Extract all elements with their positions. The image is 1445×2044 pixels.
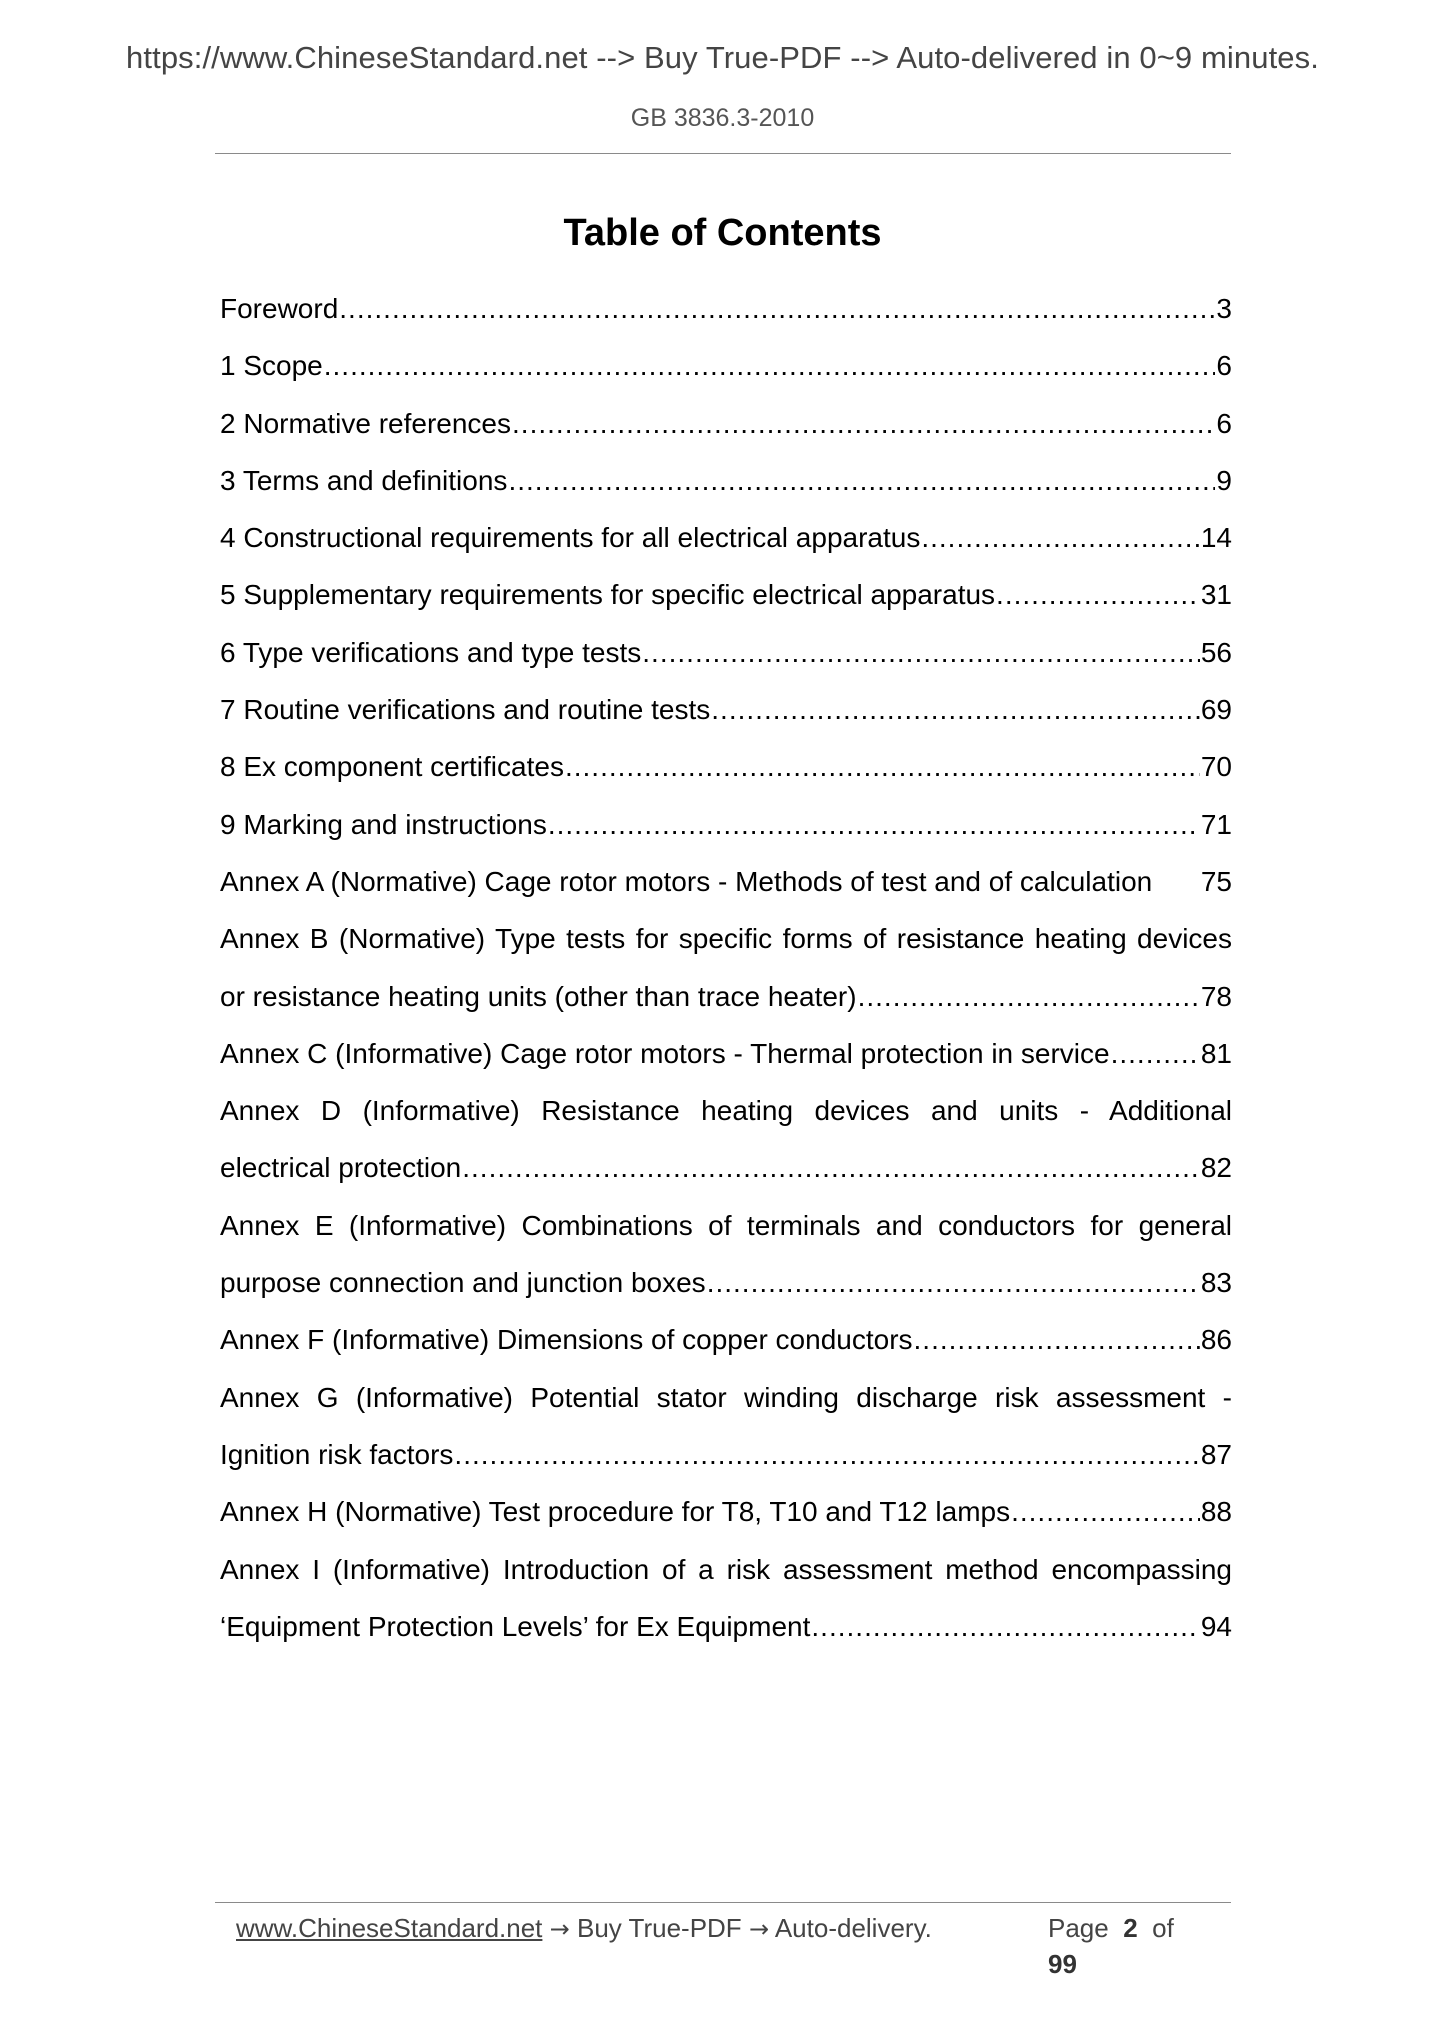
- toc-entry-annex-b-line1[interactable]: [220, 910, 1232, 967]
- toc-entry-title: 2 Normative references: [220, 407, 512, 439]
- page-indicator: [1048, 1910, 1216, 1982]
- toc-entry-page: 82: [1200, 1152, 1232, 1184]
- toc-entry-annex-d-line1[interactable]: [220, 1082, 1232, 1139]
- toc-entry-page: 31: [1200, 579, 1232, 611]
- toc-entry-title-cont: or resistance heating units (other than trace heater): [220, 980, 857, 1012]
- toc-entry-title-cont: ‘Equipment Protection Levels’ for Ex Equipment: [220, 1610, 811, 1642]
- toc-entry-page: 83: [1200, 1267, 1232, 1299]
- toc-entry-title: 3 Terms and definitions: [220, 464, 508, 496]
- toc-entry-terms-definitions[interactable]: [220, 452, 1232, 509]
- dot-leader: [454, 1426, 1199, 1483]
- toc-entry-annex-d-line2[interactable]: [220, 1139, 1232, 1196]
- arrow-right-icon: →: [549, 1915, 570, 1943]
- toc-entry-page: 6: [1216, 350, 1232, 382]
- footer-site-link[interactable]: www.ChineseStandard.net: [236, 1913, 543, 1943]
- toc-entry-page: 14: [1200, 522, 1232, 554]
- toc-entry-page: 75: [1200, 865, 1232, 897]
- toc-entry-title: 5 Supplementary requirements for specific electrical apparatus: [220, 579, 996, 611]
- dot-leader: [1111, 1025, 1200, 1082]
- toc-entry-title: 7 Routine verifications and routine tests: [220, 694, 711, 726]
- toc-entry-title: Annex E (Informative) Combinations of terminals and conductors for general: [220, 1209, 1232, 1241]
- toc-entry-title-cont: purpose connection and junction boxes: [220, 1267, 706, 1299]
- page-label: Page: [1048, 1913, 1109, 1943]
- dot-leader: [914, 1311, 1200, 1368]
- toc-entry-annex-g-line1[interactable]: [220, 1369, 1232, 1426]
- dot-leader: [996, 566, 1200, 623]
- footer-divider: [215, 1902, 1231, 1903]
- toc-entry-title: Annex H (Normative) Test procedure for T8, T10 and T12 lamps: [220, 1496, 1011, 1528]
- toc-entry-annex-h[interactable]: [220, 1483, 1232, 1540]
- table-of-contents: [220, 280, 1232, 1655]
- standard-code: GB 3836.3-2010: [630, 104, 815, 132]
- toc-entry-title: 8 Ex component certificates: [220, 751, 564, 783]
- footer-delivery-text: Auto-delivery.: [774, 1913, 932, 1943]
- toc-entry-page: 88: [1200, 1496, 1232, 1528]
- footer: [236, 1910, 1216, 1979]
- toc-entry-title-cont: electrical protection: [220, 1152, 462, 1184]
- toc-entry-title: 9 Marking and instructions: [220, 808, 547, 840]
- toc-entry-page: 70: [1200, 751, 1232, 783]
- dot-leader: [324, 337, 1216, 394]
- toc-entry-annex-a[interactable]: [220, 853, 1232, 910]
- toc-entry-ex-component-certificates[interactable]: [220, 738, 1232, 795]
- arrow-right-icon: →: [748, 1915, 770, 1943]
- toc-entry-page: 86: [1200, 1324, 1232, 1356]
- footer-buy-text: Buy True-PDF: [576, 1913, 742, 1943]
- toc-entry-title: Annex A (Normative) Cage rotor motors - Methods of test and of calculation: [220, 865, 1153, 897]
- page-current: 2: [1123, 1913, 1138, 1943]
- toc-entry-page: 94: [1200, 1610, 1232, 1642]
- toc-entry-normative-references[interactable]: [220, 395, 1232, 452]
- toc-entry-foreword[interactable]: [220, 280, 1232, 337]
- dot-leader: [711, 681, 1200, 738]
- toc-entry-annex-c[interactable]: [220, 1025, 1232, 1082]
- toc-entry-type-verifications[interactable]: [220, 624, 1232, 681]
- toc-entry-annex-f[interactable]: [220, 1311, 1232, 1368]
- toc-entry-title: 4 Constructional requirements for all electrical apparatus: [220, 522, 921, 554]
- toc-entry-page: 9: [1216, 464, 1232, 496]
- toc-entry-annex-b-line2[interactable]: [220, 968, 1232, 1025]
- dot-leader: [508, 452, 1215, 509]
- toc-title: Table of Contents: [563, 212, 882, 254]
- toc-entry-title-cont: Ignition risk factors: [220, 1438, 454, 1470]
- dot-leader: [339, 280, 1215, 337]
- header-divider: [215, 153, 1231, 154]
- toc-entry-title: Annex I (Informative) Introduction of a risk assessment method encompassing: [220, 1553, 1232, 1585]
- page-total: 99: [1048, 1949, 1077, 1979]
- dot-leader: [707, 1254, 1200, 1311]
- toc-entry-title: Annex B (Normative) Type tests for specific forms of resistance heating devices: [220, 923, 1232, 955]
- toc-entry-constructional-requirements[interactable]: [220, 509, 1232, 566]
- toc-entry-page: 56: [1200, 636, 1232, 668]
- toc-entry-annex-e-line1[interactable]: [220, 1197, 1232, 1254]
- toc-entry-title: Annex F (Informative) Dimensions of copper conductors: [220, 1324, 913, 1356]
- toc-entry-annex-i-line1[interactable]: [220, 1541, 1232, 1598]
- dot-leader: [512, 395, 1215, 452]
- toc-entry-title: Annex D (Informative) Resistance heating devices and units - Additional: [220, 1095, 1232, 1127]
- toc-entry-page: 69: [1200, 694, 1232, 726]
- toc-entry-page: 6: [1216, 407, 1232, 439]
- toc-entry-annex-e-line2[interactable]: [220, 1254, 1232, 1311]
- dot-leader: [858, 968, 1200, 1025]
- toc-entry-annex-i-line2[interactable]: [220, 1598, 1232, 1655]
- toc-entry-routine-verifications[interactable]: [220, 681, 1232, 738]
- dot-leader: [921, 509, 1200, 566]
- toc-entry-title: 1 Scope: [220, 350, 323, 382]
- toc-entry-page: 3: [1216, 293, 1232, 324]
- toc-entry-page: 71: [1200, 808, 1232, 840]
- page-of: of: [1152, 1913, 1174, 1943]
- toc-entry-marking-instructions[interactable]: [220, 796, 1232, 853]
- toc-entry-page: 81: [1200, 1037, 1232, 1069]
- dot-leader: [642, 624, 1200, 681]
- toc-entry-title: Annex C (Informative) Cage rotor motors - Thermal protection in service: [220, 1037, 1110, 1069]
- dot-leader: [548, 796, 1200, 853]
- dot-leader: [1011, 1483, 1200, 1540]
- toc-entry-title: Foreword: [220, 293, 339, 324]
- toc-entry-scope[interactable]: [220, 337, 1232, 394]
- toc-entry-page: 87: [1200, 1438, 1232, 1470]
- toc-entry-page: 78: [1200, 980, 1232, 1012]
- toc-entry-supplementary-requirements[interactable]: [220, 566, 1232, 623]
- dot-leader: [811, 1598, 1199, 1655]
- dot-leader: [565, 738, 1200, 795]
- dot-leader: [462, 1139, 1200, 1196]
- toc-entry-title: Annex G (Informative) Potential stator winding discharge risk assessment -: [220, 1381, 1232, 1413]
- top-banner: https://www.ChineseStandard.net --> Buy True-PDF --> Auto-delivered in 0~9 minutes.: [126, 40, 1319, 75]
- toc-entry-annex-g-line2[interactable]: [220, 1426, 1232, 1483]
- toc-entry-title: 6 Type verifications and type tests: [220, 636, 642, 668]
